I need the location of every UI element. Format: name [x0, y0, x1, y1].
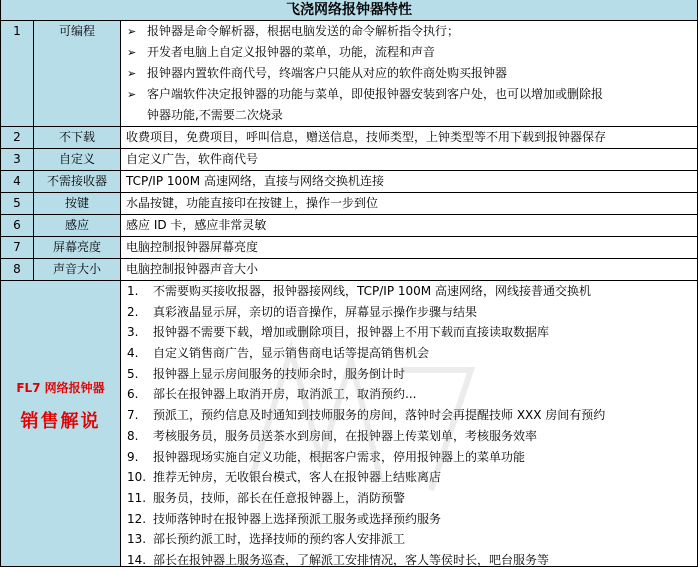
list-item: 3. 报钟器不需要下载，增加或删除项目，报钟器上不用下载而直接读取数据库	[127, 325, 550, 340]
feature-row-7	[1, 237, 697, 259]
row-name: 感应	[34, 215, 121, 236]
list-item: 10. 推荐无钟房，无收银台模式，客人在报钟器上结账离店	[127, 470, 442, 485]
arrow-bullet-icon: ➢	[127, 25, 137, 38]
row-name: 自定义	[34, 149, 121, 170]
row-number: 4	[1, 171, 34, 192]
list-item: 8. 考核服务员，服务员送茶水到房间，在报钟器上传菜划单，考核服务效率	[127, 428, 538, 443]
row-content: 感应 ID 卡，感应非常灵敏	[126, 218, 267, 232]
list-item: 12. 技师落钟时在报钟器上选择预派工服务或选择预约服务	[127, 511, 442, 526]
bullet-item-continued: 钟器功能,不需要二次烧录	[147, 108, 283, 122]
row-content: TCP/IP 100M 高速网络，直接与网络交换机连接	[126, 174, 384, 188]
feature-row-2	[1, 127, 697, 149]
feature-row-3	[1, 149, 697, 171]
bullet-item: ➢ 客户端软件决定报钟器的功能与菜单，即使报钟器安装到客户处，也可以增加或删除报	[121, 84, 697, 105]
row-name: 不下载	[34, 127, 121, 148]
feature-row-5	[1, 193, 697, 215]
sales-list	[121, 281, 697, 566]
list-item: 1. 不需要购买接收报器，报钟器接网线，TCP/IP 100M 高速网络，网线接普通交换机	[127, 284, 591, 298]
arrow-bullet-icon: ➢	[127, 46, 137, 59]
row-name: 不需接收器	[34, 171, 121, 192]
row-name: 可编程	[34, 21, 121, 126]
row-content: 电脑控制报钟器屏幕亮度	[126, 240, 259, 254]
row-name: 声音大小	[34, 259, 121, 280]
arrow-bullet-icon: ➢	[127, 67, 137, 80]
row-number: 1	[1, 21, 34, 126]
sales-section	[1, 281, 697, 566]
row-content: 自定义广告，软件商代号	[126, 152, 259, 166]
bullet-item: ➢ 开发者电脑上自定义报钟器的菜单，功能，流程和声音	[121, 42, 697, 63]
list-item: 11. 服务员，技师，部长在任意报钟器上，消防预警	[127, 490, 406, 505]
row-content: 水晶按键，功能直接印在按键上，操作一步到位	[126, 196, 379, 210]
feature-row-1	[1, 21, 697, 127]
bullet-list	[121, 21, 697, 126]
row-number: 2	[1, 127, 34, 148]
row-name: 屏幕亮度	[34, 237, 121, 258]
arrow-bullet-icon: ➢	[127, 88, 137, 101]
bullet-item: ➢ 报钟器内置软件商代号，终端客户只能从对应的软件商处购买报钟器	[121, 63, 697, 84]
sales-label-cell	[1, 281, 121, 566]
feature-row-8	[1, 259, 697, 281]
row-number: 3	[1, 149, 34, 170]
row-content: 电脑控制报钟器声音大小	[126, 262, 259, 276]
sales-title: FL7 网络报钟器	[16, 381, 105, 395]
list-item: 9. 报钟器现场实施自定义功能，根据客户需求，停用报钟器上的菜单功能	[127, 449, 526, 464]
row-number: 6	[1, 215, 34, 236]
feature-row-4	[1, 171, 697, 193]
row-name: 按键	[34, 193, 121, 214]
row-number: 8	[1, 259, 34, 280]
sheet-title: 飞浇网络报钟器特性	[1, 0, 697, 21]
feature-row-6	[1, 215, 697, 237]
list-item: 4. 自定义销售商广告，显示销售商电话等提高销售机会	[127, 346, 430, 361]
list-item: 13. 部长预约派工时，选择技师的预约客人安排派工	[127, 532, 406, 547]
row-number: 7	[1, 237, 34, 258]
row-number: 5	[1, 193, 34, 214]
list-item: 6. 部长在报钟器上取消开房，取消派工，取消预约...	[127, 387, 417, 402]
list-item: 2. 真彩液晶显示屏，亲切的语音操作，屏幕显示操作步骤与结果	[127, 304, 478, 319]
list-item: 5. 报钟器上显示房间服务的技师余时，服务倒计时	[127, 366, 406, 381]
row-content: 收费项目，免费项目，呼叫信息，赠送信息，技师类型，上钟类型等不用下载到报钟器保存	[126, 130, 607, 144]
sales-subtitle: 销售解说	[20, 411, 101, 432]
row-content	[121, 21, 697, 126]
bullet-item: ➢ 报钟器是命令解析器，根据电脑发送的命令解析指令执行；	[121, 21, 697, 42]
list-item: 14. 部长在报钟器上服务巡查，了解派工安排情况，客人等侯时长，吧台服务等	[127, 552, 550, 567]
list-item: 7. 预派工，预约信息及时通知到技师服务的房间，落钟时会再提醒技师 XXX 房间有预约	[127, 408, 606, 423]
